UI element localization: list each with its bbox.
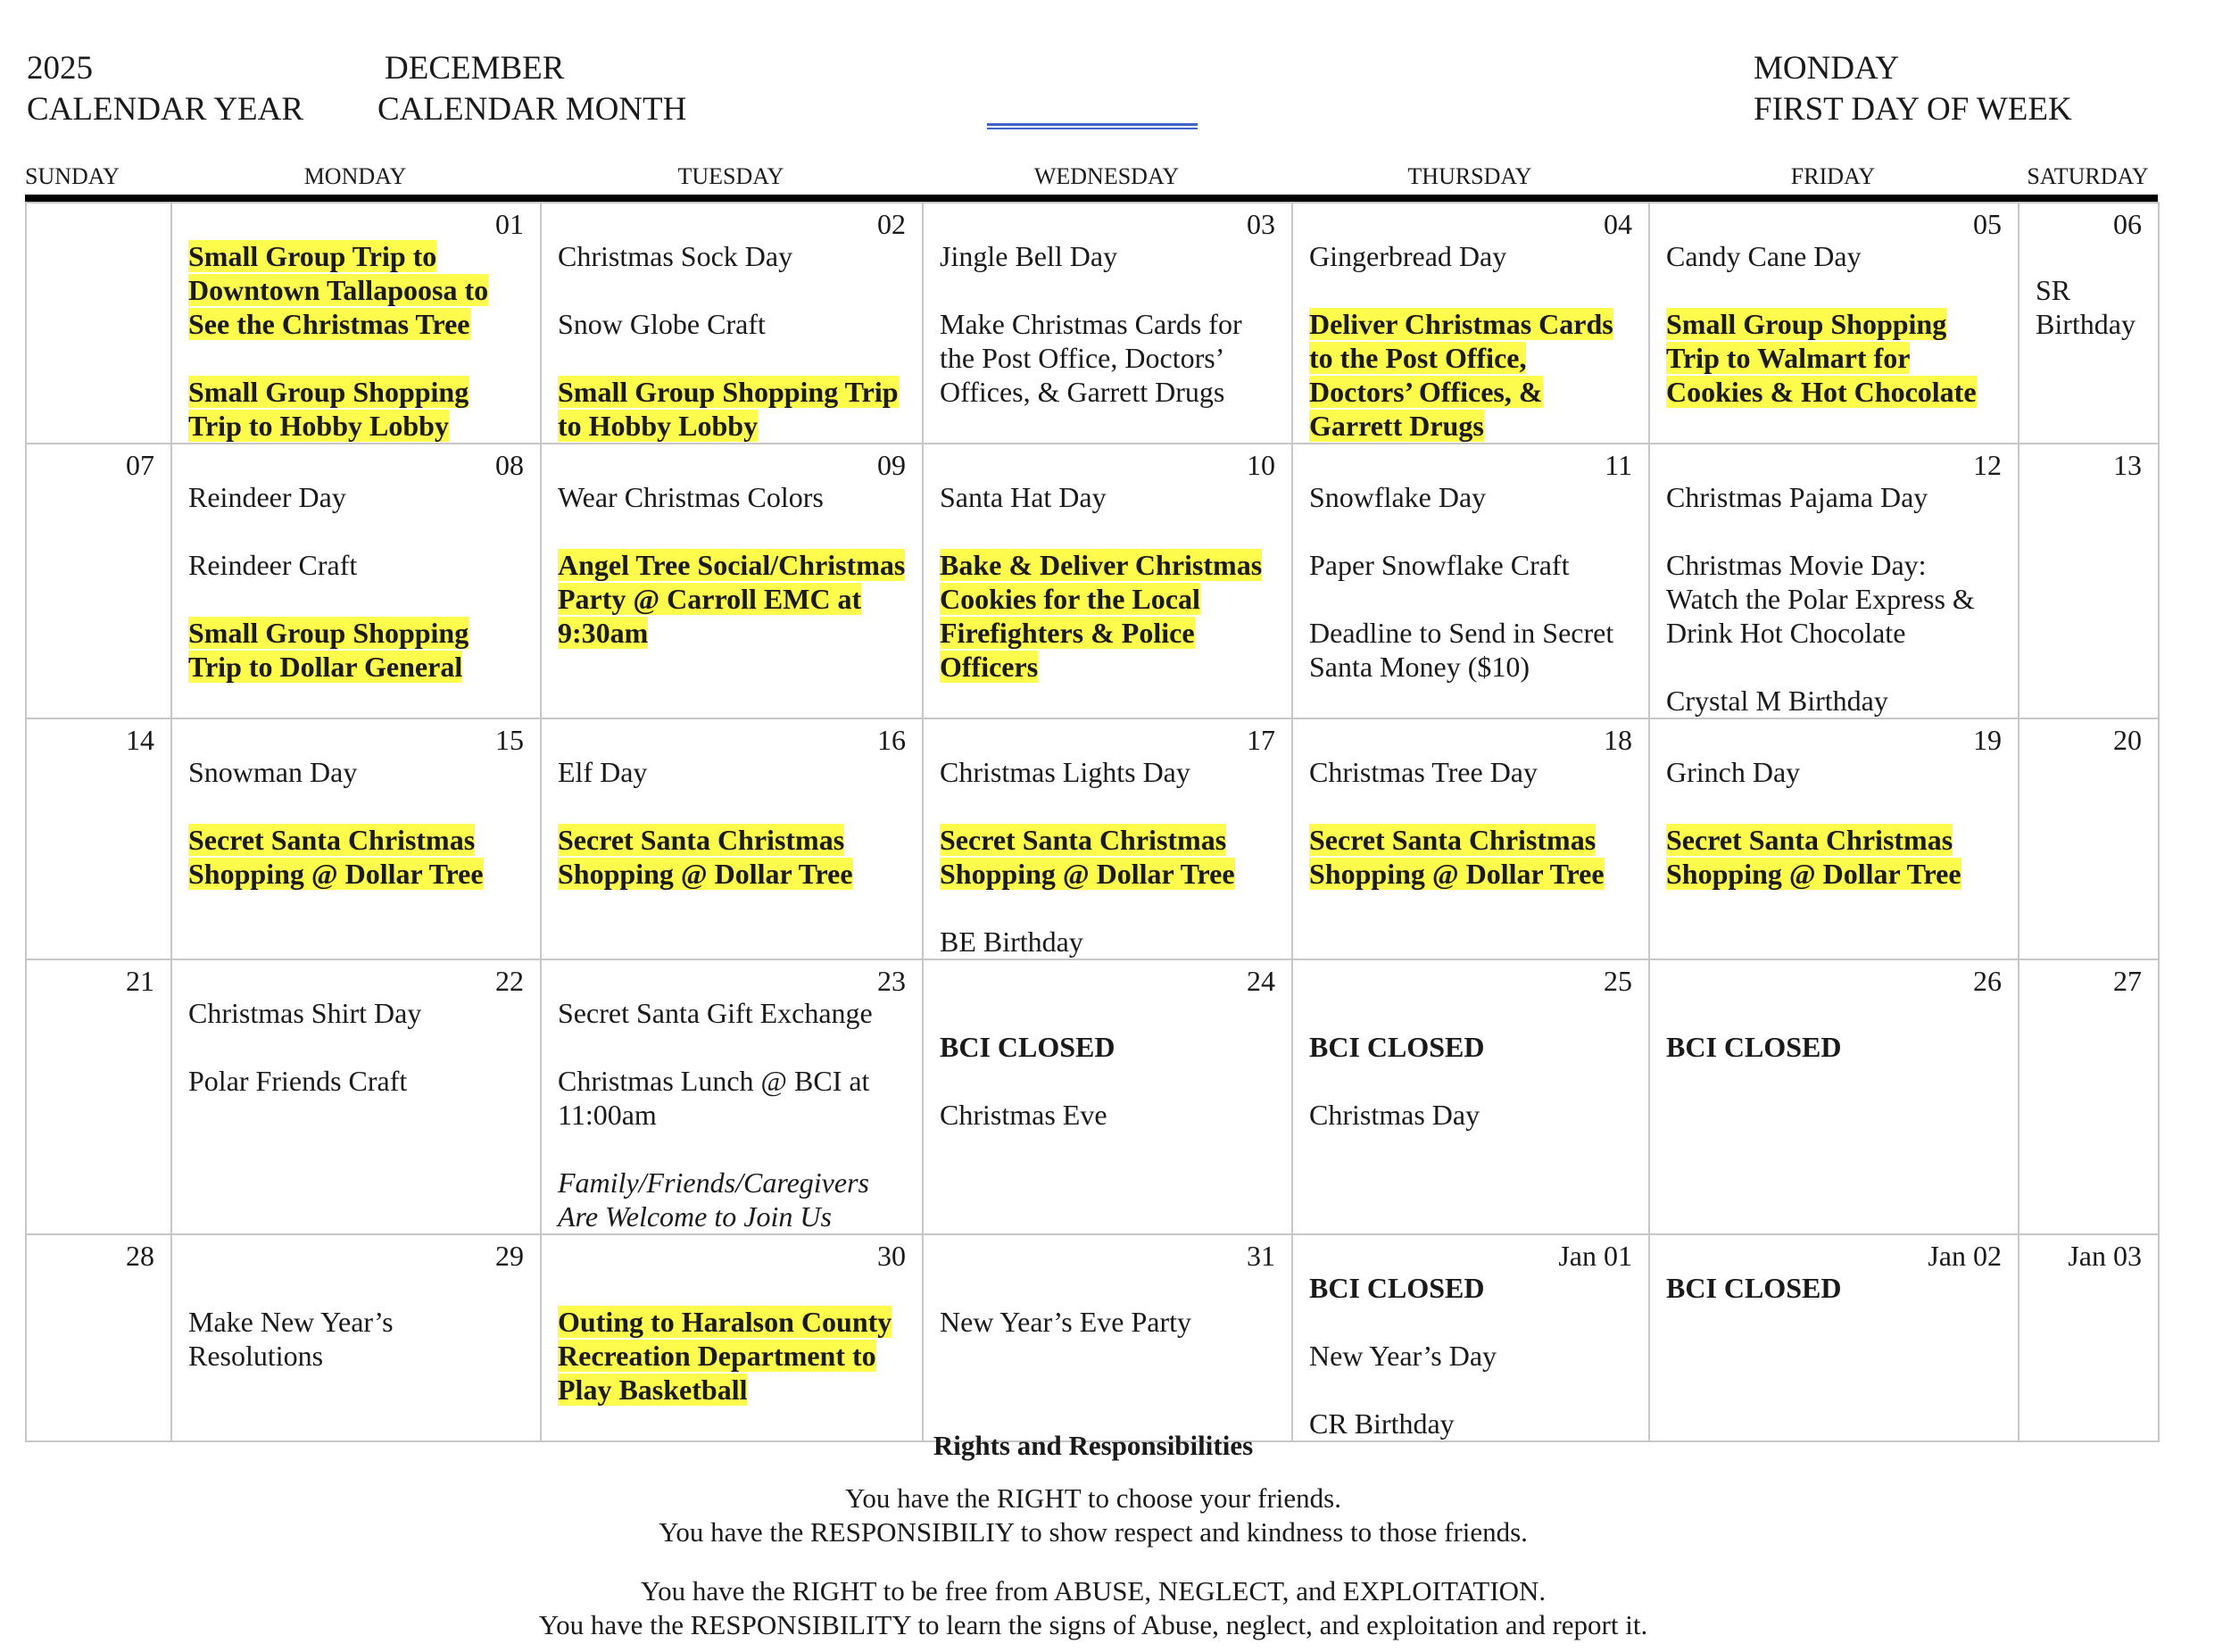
highlighted-event [558,375,906,443]
day-events [1666,480,2002,718]
day-events [1309,755,1632,891]
day-number: 05 [1973,208,2002,240]
day-events [558,996,906,1233]
day-cell [171,1234,541,1441]
event-text: Bake & Deliver Christmas Cookies for the Local Firefighters & Police Officers [940,549,1263,683]
first-day-value: MONDAY [1754,50,1900,87]
day-events [1309,480,1632,684]
day-cell [171,959,541,1234]
day-number: 09 [877,449,906,481]
day-cell [2019,1234,2159,1441]
event-text: Secret Santa Christmas Shopping @ Dollar Tree [1309,824,1605,890]
day-events [1666,1271,2002,1305]
event-text: Deliver Christmas Cards to the Post Office, Doctors’ Offices, & Garrett Drugs [1309,308,1613,442]
highlighted-event [1666,823,2002,891]
event-text: Snowflake Day [1309,481,1487,513]
day-number: 20 [2113,724,2142,756]
first-day-block [1754,48,2072,130]
year-value: 2025 [27,50,93,87]
event-text: Candy Cane Day [1666,240,1862,272]
weekday-wednesday: WEDNESDAY [1033,163,1180,189]
day-events [188,1271,524,1373]
event-text: Christmas Movie Day: Watch the Polar Express & Drink Hot Chocolate [1666,549,1975,649]
rights-line-2: You have the RESPONSIBILIY to show respect and kindness to those friends. [659,1516,1528,1548]
event-spacer [188,1271,524,1305]
day-cell [2019,444,2159,718]
event-spacer [558,1271,906,1305]
event-text: Christmas Sock Day [558,240,793,272]
day-cell [541,718,923,959]
event-text: Reindeer Craft [188,549,358,581]
day-number: Jan 03 [2068,1240,2142,1272]
event-text: Christmas Tree Day [1309,756,1538,788]
first-day-label: FIRST DAY OF WEEK [1754,91,2072,128]
highlighted-event [1309,823,1632,891]
event-spacer [940,996,1275,1030]
event-text: Paper Snowflake Craft [1309,549,1570,581]
day-cell [923,444,1292,718]
highlighted-event [1309,307,1632,443]
day-cell [541,203,923,444]
day-number: 23 [877,965,906,997]
month-label: CALENDAR MONTH [377,91,687,128]
closed-notice: BCI CLOSED [940,1031,1116,1063]
highlighted-event [188,239,524,341]
day-events [940,480,1275,684]
day-cell [541,959,923,1234]
event-text: Grinch Day [1666,756,1801,788]
event-text: Small Group Shopping Trip to Hobby Lobby [188,376,469,442]
day-number: 13 [2113,449,2142,481]
day-number: 01 [495,208,524,240]
event-text: Make Christmas Cards for the Post Office, Doctors’ Offices, & Garrett Drugs [940,308,1242,408]
rights-line-1: You have the RIGHT to choose your friends. [845,1482,1341,1514]
event-text: Christmas Lights Day [940,756,1190,788]
event-text: Small Group Shopping Trip to Hobby Lobby [558,376,899,442]
event-text: Small Group Trip to Downtown Tallapoosa to See the Christmas Tree [188,240,489,340]
header-decorative-line [987,123,1198,129]
closed-notice: BCI CLOSED [1666,1031,1842,1063]
event-text: Polar Friends Craft [188,1065,408,1097]
highlighted-event [188,616,524,684]
closed-notice: BCI CLOSED [1309,1031,1485,1063]
event-text: Jingle Bell Day [940,240,1118,272]
day-number: 27 [2113,965,2142,997]
event-spacer [1666,996,2002,1030]
day-cell [541,444,923,718]
event-text: Secret Santa Christmas Shopping @ Dollar Tree [940,824,1235,890]
event-text: Secret Santa Christmas Shopping @ Dollar Tree [188,824,484,890]
day-cell [1292,444,1649,718]
day-number: 28 [126,1240,154,1272]
highlighted-event [558,548,906,650]
day-cell [171,444,541,718]
day-number: 03 [1247,208,1275,240]
day-events [1309,1271,1632,1440]
event-text: Christmas Eve [940,1099,1107,1131]
day-cell [2019,959,2159,1234]
calendar-week-row [26,1234,2159,1441]
closed-notice: BCI CLOSED [1309,1272,1485,1304]
day-events [558,239,906,443]
day-cell [923,718,1292,959]
weekday-tuesday: TUESDAY [677,163,784,189]
highlighted-event [940,548,1275,684]
day-cell [1292,718,1649,959]
day-cell [1292,203,1649,444]
day-cell [1292,959,1649,1234]
day-number: 21 [126,965,154,997]
day-events [558,1271,906,1407]
day-events [1309,996,1632,1132]
event-spacer [1309,996,1632,1030]
closed-notice: BCI CLOSED [1666,1272,1842,1304]
day-number: 24 [1247,965,1275,997]
day-cell [923,1234,1292,1441]
day-number: 02 [877,208,906,240]
day-cell [923,203,1292,444]
event-text: Christmas Pajama Day [1666,481,1928,513]
day-cell [1649,959,2019,1234]
event-text: Secret Santa Gift Exchange [558,997,873,1029]
day-events [1666,239,2002,409]
day-number: 17 [1247,724,1275,756]
day-cell [2019,203,2159,444]
day-number: Jan 01 [1558,1240,1632,1272]
day-events [940,755,1275,959]
event-text: CR Birthday [1309,1407,1455,1440]
highlighted-event [188,375,524,443]
event-text: Snow Globe Craft [558,308,766,340]
day-cell [171,718,541,959]
day-number [43,209,154,239]
weekday-friday: FRIDAY [1790,163,1876,189]
event-spacer [940,1271,1275,1305]
day-events [940,996,1275,1132]
calendar-week-row [26,444,2159,718]
weekday-thursday: THURSDAY [1407,163,1532,189]
day-events [188,755,524,891]
event-text: Crystal M Birthday [1666,685,1888,717]
calendar-grid [25,202,2160,1442]
day-number: 25 [1604,965,1632,997]
event-text: Snowman Day [188,756,358,788]
day-cell [923,959,1292,1234]
day-number: 22 [495,965,524,997]
event-text: New Year’s Eve Party [940,1306,1192,1338]
day-cell [1292,1234,1649,1441]
event-text: Secret Santa Christmas Shopping @ Dollar Tree [1666,824,1961,890]
day-events [558,480,906,650]
day-number: 26 [1973,965,2002,997]
event-text: Small Group Shopping Trip to Walmart for Cookies & Hot Chocolate [1666,308,1977,408]
day-number: 10 [1247,449,1275,481]
event-text: Wear Christmas Colors [558,481,824,513]
day-events [188,239,524,443]
event-text: Gingerbread Day [1309,240,1507,272]
day-cell [1649,1234,2019,1441]
day-cell [26,1234,171,1441]
day-number: 06 [2113,208,2142,240]
day-number: 08 [495,449,524,481]
day-events [940,1271,1275,1339]
day-number: 11 [1605,449,1632,481]
calendar-week-row [26,718,2159,959]
calendar-week-row [26,203,2159,444]
highlighted-event [188,823,524,891]
event-text: Outing to Haralson County Recreation Department to Play Basketball [558,1306,892,1406]
rights-line-3: You have the RIGHT to be free from ABUSE, NEGLECT, and EXPLOITATION. [640,1575,1547,1606]
event-spacer [2036,239,2142,273]
day-number: 19 [1973,724,2002,756]
day-cell [1649,203,2019,444]
rights-title: Rights and Responsibilities [933,1430,1254,1461]
day-cell [2019,718,2159,959]
event-text: SR Birthday [2036,274,2136,340]
day-number: 16 [877,724,906,756]
event-text: Christmas Day [1309,1099,1480,1131]
calendar-month-block [377,48,686,130]
month-value: DECEMBER [385,50,565,87]
event-text: New Year’s Day [1309,1340,1497,1372]
day-cell [541,1234,923,1441]
calendar-week-row [26,959,2159,1234]
event-text: BE Birthday [940,926,1083,958]
day-number: 14 [126,724,154,756]
event-text: Small Group Shopping Trip to Dollar General [188,617,469,683]
day-events [1309,239,1632,443]
event-text: Deadline to Send in Secret Santa Money ($10) [1309,617,1614,683]
day-events [940,239,1275,409]
event-text: Reindeer Day [188,481,346,513]
day-number: 12 [1973,449,2002,481]
day-events [558,755,906,891]
event-text: Christmas Shirt Day [188,997,422,1029]
day-cell [26,718,171,959]
day-cell [26,203,171,444]
day-number: 31 [1247,1240,1275,1272]
day-number: Jan 02 [1928,1240,2002,1272]
day-cell [26,959,171,1234]
weekday-sunday: SUNDAY [25,163,120,189]
event-text: Elf Day [558,756,648,788]
day-events [188,480,524,684]
weekday-monday: MONDAY [303,163,407,189]
rights-line-4: You have the RESPONSIBILITY to learn the signs of Abuse, neglect, and exploitation and report it. [538,1609,1648,1640]
day-events [1666,755,2002,891]
weekday-saturday: SATURDAY [2027,163,2149,189]
day-number: 04 [1604,208,1632,240]
day-number: 30 [877,1240,906,1272]
day-events [1666,996,2002,1064]
year-label: CALENDAR YEAR [27,91,304,128]
day-cell [171,203,541,444]
calendar-top-rule [25,195,2158,202]
event-text: Angel Tree Social/Christmas Party @ Carroll EMC at 9:30am [558,549,906,649]
day-number: 07 [126,449,154,481]
event-text: Secret Santa Christmas Shopping @ Dollar Tree [558,824,853,890]
calendar-year-block [27,48,303,130]
event-text: Santa Hat Day [940,481,1107,513]
highlighted-event [940,823,1275,891]
event-text: Family/Friends/Caregivers Are Welcome to Join Us [558,1166,869,1233]
day-events [2036,239,2142,341]
event-text: Make New Year’s Resolutions [188,1306,394,1372]
day-cell [1649,444,2019,718]
highlighted-event [558,823,906,891]
day-cell [1649,718,2019,959]
day-number: 18 [1604,724,1632,756]
event-text: Christmas Lunch @ BCI at 11:00am [558,1065,870,1131]
day-cell [26,444,171,718]
day-number: 29 [495,1240,524,1272]
day-number: 15 [495,724,524,756]
highlighted-event [558,1305,906,1407]
day-events [188,996,524,1098]
highlighted-event [1666,307,2002,409]
